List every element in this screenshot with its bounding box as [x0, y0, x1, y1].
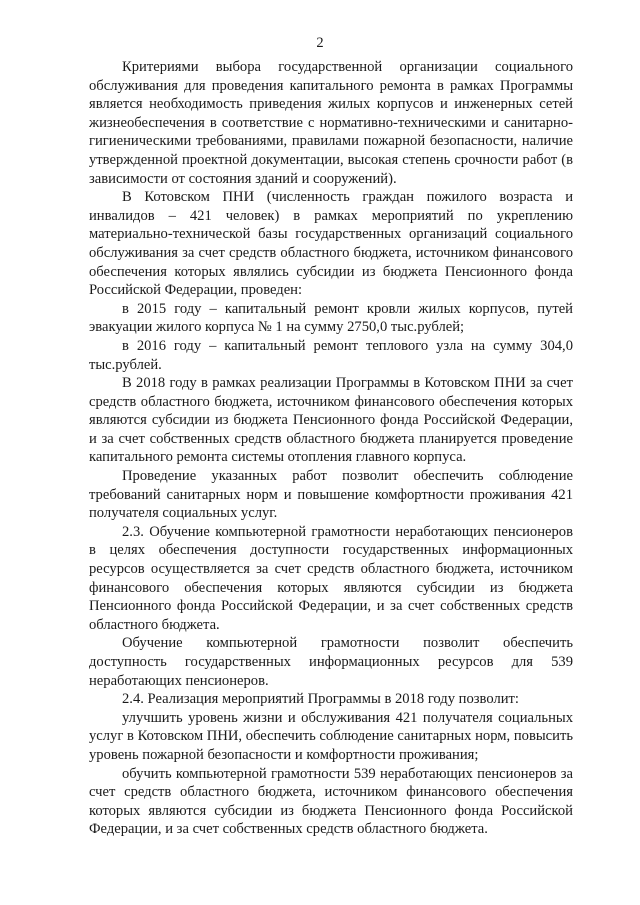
- paragraph-selection-criteria: Критериями выбора государственной организации социального обслуживания для проведения капитального ремонта в рамках Программы является необходимость приведения жилых корпусов и инженерных сетей жизнеобеспечения в соответствие с нормативно-техническими и санитарно-гигиеническими требованиями, правилами пожарной безопасности, наличие утвержденной проектной документации, высокая степень срочности работ (в зависимости от состояния зданий и сооружений).: [89, 59, 573, 187]
- paragraph-section-2-3: 2.3. Обучение компьютерной грамотности неработающих пенсионеров в целях обеспечения доступности государственных информационных ресурсов осуществляется за счет средств областного бюджета, источником финансового обеспечения которых являются субсидии из бюджета Пенсионного фонда Российской Федерации, и за счет собственных средств областного бюджета.: [89, 523, 573, 633]
- page-number: 2: [316, 35, 324, 51]
- paragraph-improve-living: улучшить уровень жизни и обслуживания 421 получателя социальных услуг в Котовском ПНИ, обеспечить соблюдение санитарных норм, повысить уровень пожарной безопасности и комфортности проживания;: [89, 709, 573, 763]
- paragraph-2016: в 2016 году – капитальный ремонт теплового узла на сумму 304,0 тыс.рублей.: [89, 337, 573, 373]
- paragraph-section-2-4: 2.4. Реализация мероприятий Программы в 2018 году позволит:: [122, 691, 519, 708]
- paragraph-train-pensioners: обучить компьютерной грамотности 539 неработающих пенсионеров за счет средств областного бюджета, источником финансового обеспечения которых являются субсидии из бюджета Пенсионного фонда Российской Федерации, и за счет собственных средств областного бюджета.: [89, 765, 573, 838]
- paragraph-2015: в 2015 году – капитальный ремонт кровли жилых корпусов, путей эвакуации жилого корпуса № 1 на сумму 2750,0 тыс.рублей;: [89, 300, 573, 336]
- paragraph-kotovsk-pni: В Котовском ПНИ (численность граждан пожилого возраста и инвалидов – 421 человек) в рамках мероприятий по укреплению материально-технической базы государственных организаций социального обслуживания за счет средств областного бюджета, источником финансового обеспечения которых являлись субсидии из бюджета Пенсионного фонда Российской Федерации, проведен:: [89, 189, 573, 299]
- paragraph-works-outcome: Проведение указанных работ позволит обеспечить соблюдение требований санитарных норм и повышение комфортности проживания 421 получателя социальных услуг.: [89, 468, 573, 522]
- document-body: [89, 58, 573, 839]
- paragraph-2018-plan: В 2018 году в рамках реализации Программы в Котовском ПНИ за счет средств областного бюджета, источником финансового обеспечения которых являются субсидии из бюджета Пенсионного фонда Российской Федерации, и за счет собственных средств областного бюджета планируется проведение капитального ремонта системы отопления главного корпуса.: [89, 375, 573, 466]
- paragraph-training-outcome: Обучение компьютерной грамотности позволит обеспечить доступность государственных информационных ресурсов для 539 неработающих пенсионеров.: [89, 635, 573, 689]
